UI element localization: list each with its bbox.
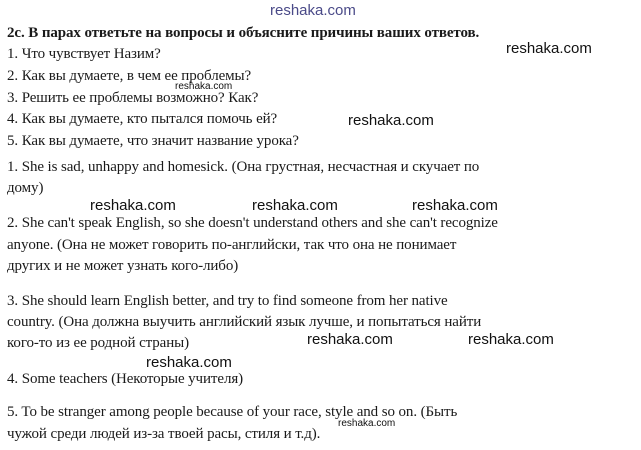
answer-5-line-2: чужой среди людей из-за твоей расы, стиля и т.д). bbox=[7, 426, 321, 442]
answer-3-line-3: кого-то из ее родной страны) bbox=[7, 335, 190, 351]
watermark: reshaka.com bbox=[175, 81, 233, 92]
question-3: 3. Решить ее проблемы возможно? Как? bbox=[7, 90, 259, 106]
answer-2-line-1: 2. She can't speak English, so she doesn't understand others and she can't recognize bbox=[7, 215, 498, 231]
question-1: 1. Что чувствует Назим? bbox=[7, 46, 161, 62]
watermark: reshaka.com bbox=[90, 197, 176, 214]
question-4: 4. Как вы думаете, кто пытался помочь ей? bbox=[7, 111, 278, 127]
watermark: reshaka.com bbox=[348, 112, 434, 129]
watermark: reshaka.com bbox=[252, 197, 338, 214]
question-5: 5. Как вы думаете, что значит название урока? bbox=[7, 133, 299, 149]
task-title: 2с. В парах ответьте на вопросы и объясните причины ваших ответов. bbox=[7, 25, 480, 41]
answer-1-line-1: 1. She is sad, unhappy and homesick. (Она грустная, несчастная и скучает по bbox=[7, 159, 480, 175]
answer-2-line-2: anyone. (Она не может говорить по-английски, так что она не понимает bbox=[7, 237, 457, 253]
watermark: reshaka.com bbox=[146, 354, 232, 371]
watermark: reshaka.com bbox=[412, 197, 498, 214]
answer-2-line-3: других и не может узнать кого-либо) bbox=[7, 258, 239, 274]
answer-1-line-2: дому) bbox=[7, 180, 44, 196]
header-watermark: reshaka.com bbox=[270, 2, 356, 19]
question-2: 2. Как вы думаете, в чем ее проблемы? bbox=[7, 68, 252, 84]
watermark: reshaka.com bbox=[468, 331, 554, 348]
watermark: reshaka.com bbox=[338, 418, 396, 429]
watermark: reshaka.com bbox=[307, 331, 393, 348]
answer-3-line-2: country. (Она должна выучить английский язык лучше, и попытаться найти bbox=[7, 314, 482, 330]
answer-4: 4. Some teachers (Некоторые учителя) bbox=[7, 371, 244, 387]
watermark: reshaka.com bbox=[506, 40, 592, 57]
answer-3-line-1: 3. She should learn English better, and try to find someone from her native bbox=[7, 293, 448, 309]
answer-5-line-1: 5. To be stranger among people because of your race, style and so on. (Быть bbox=[7, 404, 458, 420]
